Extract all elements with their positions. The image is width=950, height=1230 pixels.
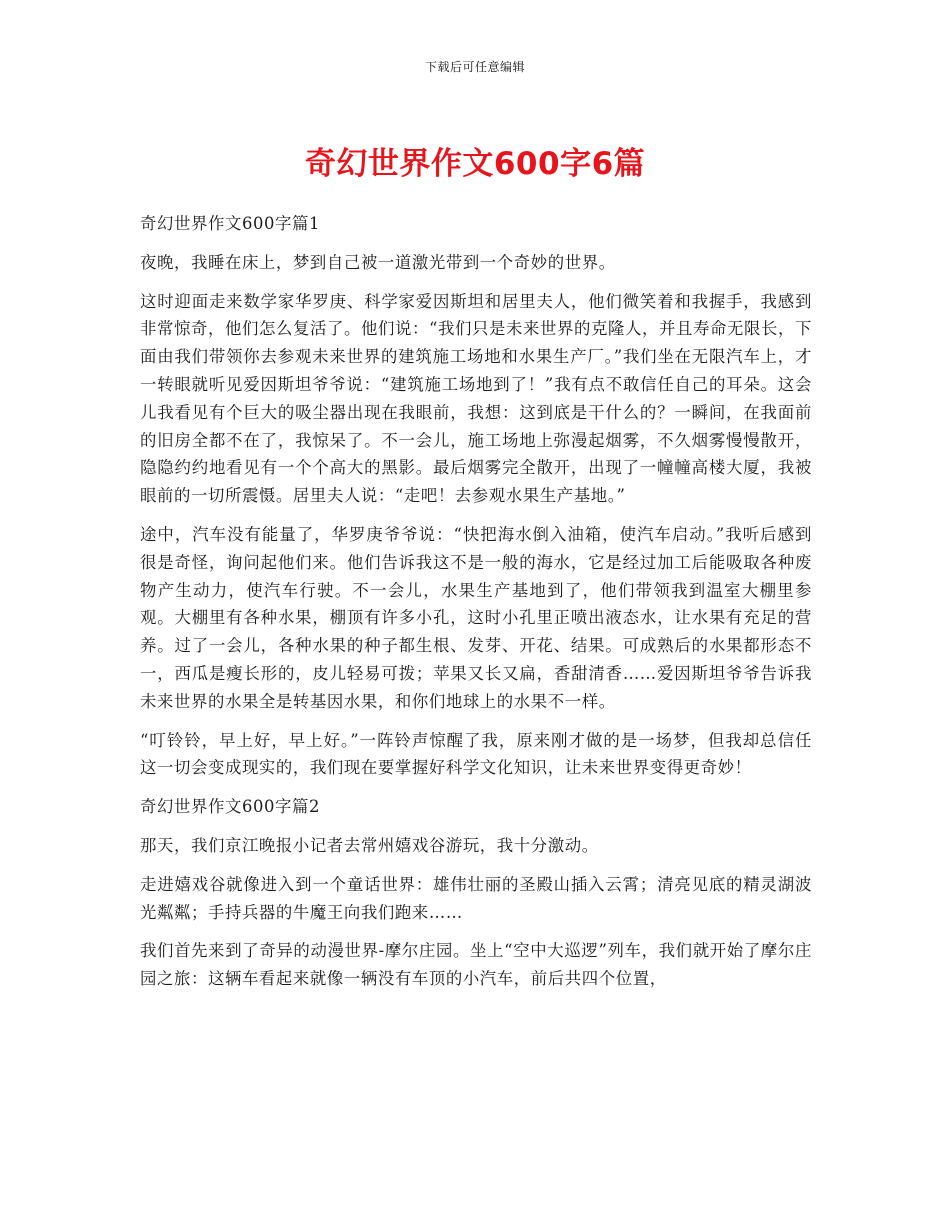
- paragraph: 那天，我们京江晚报小记者去常州嬉戏谷游玩，我十分激动。: [140, 835, 599, 855]
- paragraph: 这时迎面走来数学家华罗庚、科学家爱因斯坦和居里夫人，他们微笑着和我握手，我感到非常惊奇，他们怎么复活了。他们说：“我们只是未来世界的克隆人，并且寿命无限长，下面由我们带领你去参观未来世界的建筑施工场地和水果生产厂。”我们坐在无限汽车上，才一转眼就听见爱因斯坦爷爷说：“建筑施工场地到了！”我有点不敢信任自己的耳朵。这会儿我看见有个巨大的吸尘器出现在我眼前，我想：这到底是干什么的？一瞬间，在我面前的旧房全都不在了，我惊呆了。不一会儿，施工场地上弥漫起烟雾，不久烟雾慢慢散开，隐隐约约地看见有一个个高大的黑影。最后烟雾完全散开，出现了一幢幢高楼大厦，我被眼前的一切所震慑。居里夫人说：“走吧！去参观水果生产基地。”: [140, 291, 812, 506]
- paragraph: 途中，汽车没有能量了，华罗庚爷爷说：“快把海水倒入油箱，使汽车启动。”我听后感到很是奇怪，询问起他们来。他们告诉我这不是一般的海水，它是经过加工后能吸取各种废物产生动力，使汽车行驶。不一会儿，水果生产基地到了，他们带领我到温室大棚里参观。大棚里有各种水果，棚顶有许多小孔，这时小孔里正喷出液态水，让水果有充足的营养。过了一会儿，各种水果的种子都生根、发芽、开花、结果。可成熟后的水果都形态不一，西瓜是瘦长形的，皮儿轻易可拨；苹果又长又扁，香甜清香……爱因斯坦爷爷告诉我未来世界的水果全是转基因水果，和你们地球上的水果不一样。: [140, 524, 812, 711]
- section-heading-1: 奇幻世界作文600字篇1: [140, 214, 321, 233]
- paragraph: “叮铃铃，早上好，早上好。”一阵铃声惊醒了我，原来刚才做的是一场梦，但我却总信任这一切会变成现实的，我们现在要掌握好科学文化知识，让未来世界变得更奇妙！: [140, 730, 812, 778]
- paragraph: 我们首先来到了奇异的动漫世界-摩尔庄园。坐上“空中大巡逻”列车，我们就开始了摩尔庄园之旅：这辆车看起来就像一辆没有车顶的小汽车，前后共四个位置，: [140, 941, 812, 989]
- paragraph: 夜晚，我睡在床上，梦到自己被一道激光带到一个奇妙的世界。: [140, 252, 616, 272]
- paragraph: 走进嬉戏谷就像进入到一个童话世界：雄伟壮丽的圣殿山插入云霄；清亮见底的精灵湖波光粼粼；手持兵器的牛魔王向我们跑来……: [140, 874, 812, 922]
- document-body: [140, 210, 812, 1004]
- section-heading-2: 奇幻世界作文600字篇2: [140, 797, 321, 817]
- document-title: 奇幻世界作文600字6篇: [304, 146, 646, 182]
- page-header-note: 下载后可任意编辑: [424, 60, 525, 74]
